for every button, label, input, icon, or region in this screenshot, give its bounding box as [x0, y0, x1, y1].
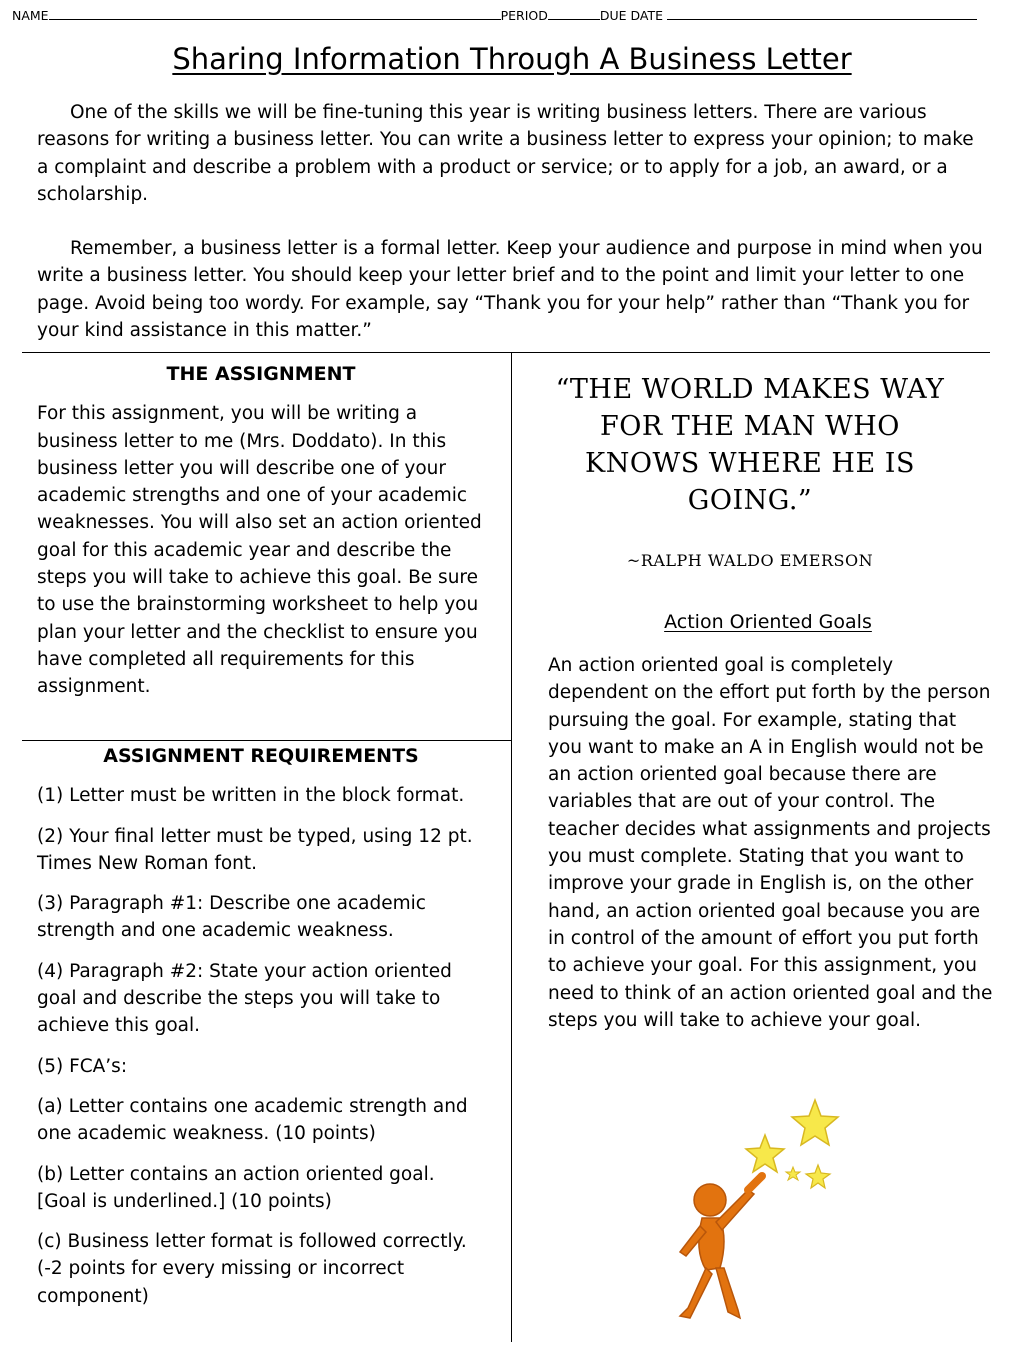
quote-text: “THE WORLD MAKES WAY FOR THE MAN WHO KNOWS WHERE HE IS GOING.”	[555, 374, 945, 516]
section-divider	[22, 352, 990, 353]
requirements-heading: ASSIGNMENT REQUIREMENTS	[103, 745, 419, 767]
requirement-item: (4) Paragraph #2: State your action oriented goal and describe the steps you will take to achieve this goal.	[37, 960, 452, 1037]
page-title: Sharing Information Through A Business Letter	[172, 42, 852, 76]
assignment-section	[37, 361, 485, 701]
assignment-heading: THE ASSIGNMENT	[166, 363, 356, 385]
requirement-item: (a) Letter contains one academic strength and one academic weakness. (10 points)	[37, 1095, 468, 1145]
requirement-item: (1) Letter must be written in the block format.	[37, 785, 465, 807]
star-icon	[746, 1135, 784, 1172]
student-info-header	[12, 7, 1012, 25]
requirement-item: (5) FCA’s:	[37, 1055, 128, 1077]
assignment-body: For this assignment, you will be writing a business letter to me (Mrs. Doddato). In this business letter you will describe one of your academic strengths and one of your academic weaknesses. You will also set an action oriented goal for this academic year and describe the steps you will take to achieve this goal. Be sure to use the brainstorming worksheet to help you plan your letter and the checklist to ensure you have completed all requirements for this assignment.	[37, 403, 482, 698]
intro-paragraph: Remember, a business letter is a formal letter. Keep your audience and purpose in mind when you write a business letter. You should keep your letter brief and to the point and limit your letter to one page. Avoid being too wordy. For example, say “Thank you for your help” rather than “Thank you for your kind assistance in this matter.”	[37, 238, 983, 342]
star-icon	[786, 1167, 800, 1180]
requirement-item: (b) Letter contains an action oriented goal. [Goal is underlined.] (10 points)	[37, 1163, 435, 1212]
name-label: NAME	[12, 8, 49, 23]
requirement-item: (3) Paragraph #1: Describe one academic strength and one academic weakness.	[37, 893, 426, 942]
column-divider	[511, 352, 512, 1342]
due-date-label: DUE DATE	[599, 8, 664, 23]
requirements-section	[37, 743, 485, 1323]
period-blank[interactable]	[548, 7, 600, 20]
goals-heading: Action Oriented Goals	[664, 611, 872, 633]
quote-section	[540, 371, 960, 570]
requirement-item: (2) Your final letter must be typed, using 12 pt. Times New Roman font.	[37, 825, 473, 874]
period-label: PERIOD	[500, 8, 548, 23]
figure-reaching-stars-illustration	[650, 1090, 870, 1330]
left-column-divider	[22, 740, 512, 741]
quote-author: ~RALPH WALDO EMERSON	[626, 551, 874, 570]
person-figure	[680, 1176, 762, 1318]
intro-paragraph: One of the skills we will be fine-tuning this year is writing business letters. There are various reasons for writing a business letter. You can write a business letter to express your opinion; to make a complaint and describe a problem with a product or service; or to apply for a job, an award, or a scholarship.	[37, 102, 974, 205]
goals-body: An action oriented goal is completely dependent on the effort put forth by the person pursuing the goal. For example, stating that you want to make an A in English would not be an action oriented goal because there are variables that are out of your control. The teacher decides what assignments and projects you must complete. Stating that you want to improve your grade in English is, on the other hand, an action oriented goal because you are in control of the amount of effort you put forth to achieve your goal. For this assignment, you need to think of an action oriented goal and the steps you will take to achieve your goal.	[548, 655, 993, 1031]
star-icon	[806, 1165, 830, 1188]
name-blank[interactable]	[49, 7, 501, 20]
intro-section	[37, 99, 987, 344]
star-icon	[792, 1100, 838, 1145]
due-date-blank[interactable]	[667, 7, 977, 20]
requirements-list	[37, 782, 485, 1310]
requirement-item: (c) Business letter format is followed correctly. (-2 points for every missing or incorrect component)	[37, 1231, 467, 1307]
